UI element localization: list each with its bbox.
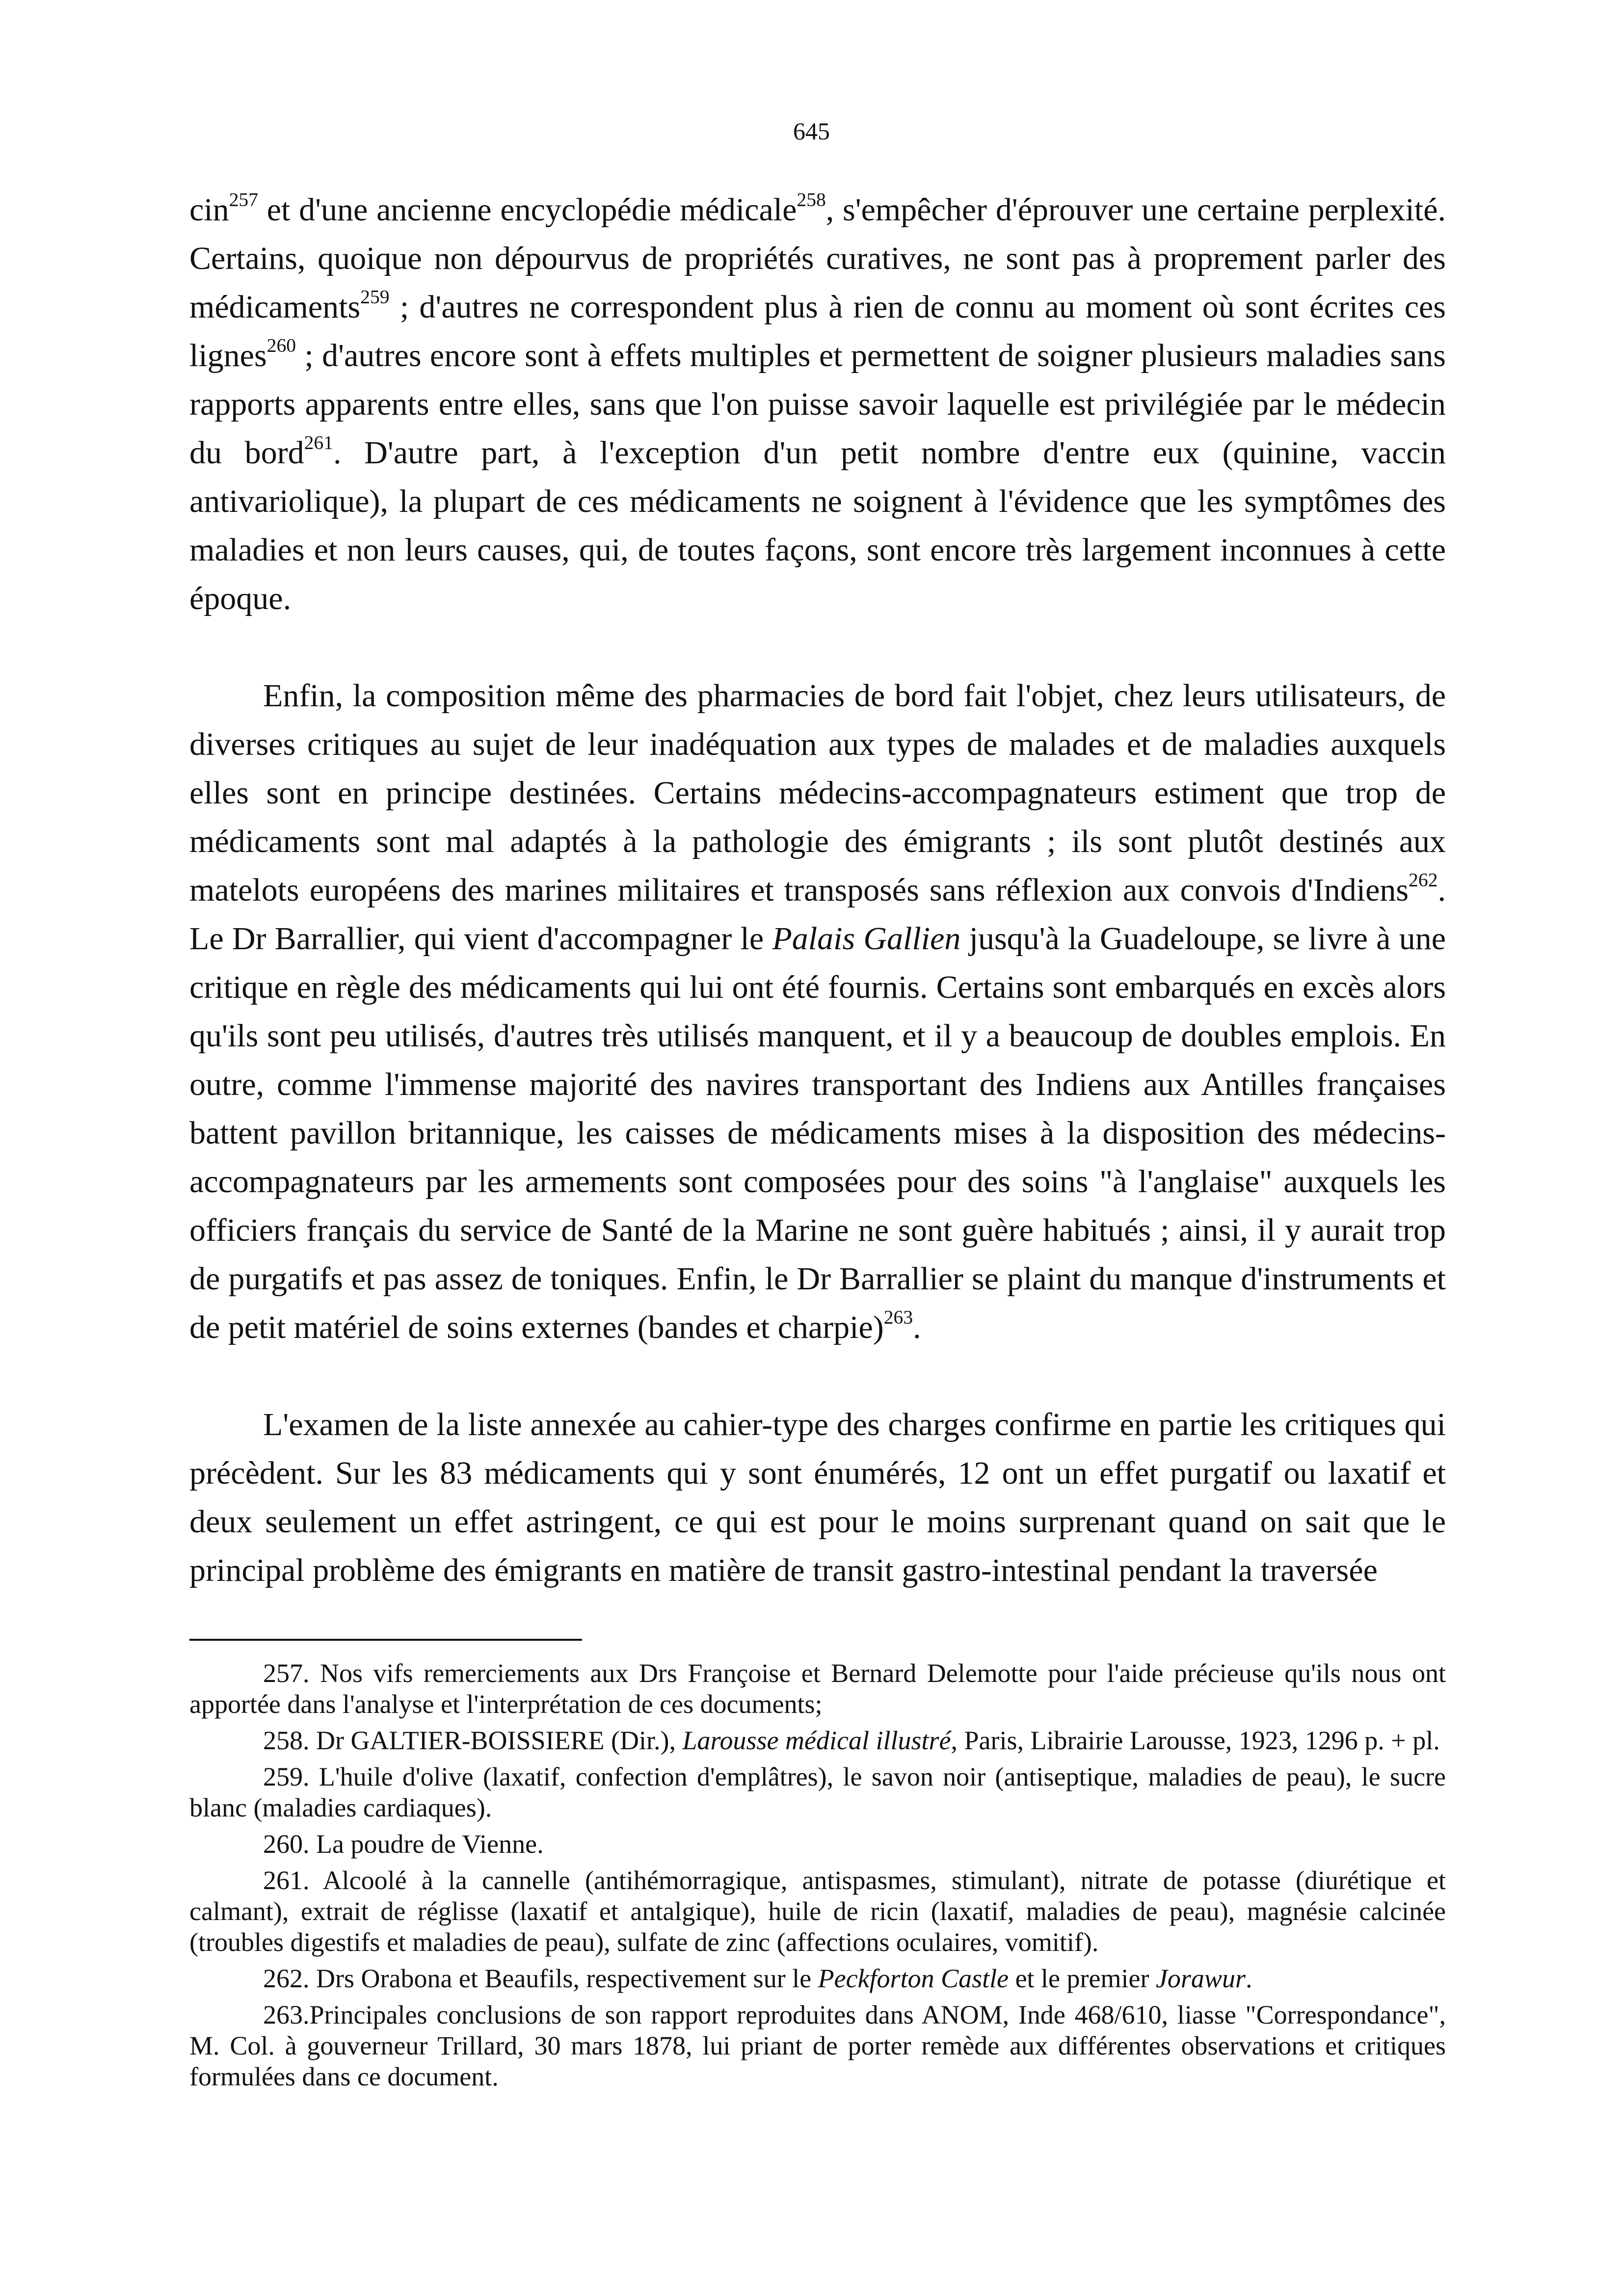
text-run: 259. L'huile d'olive (laxatif, confection d'emplâtres), le savon noir (antiseptique, maladies de peau), le sucre blanc (maladies cardiaques). xyxy=(189,1762,1446,1822)
paragraph xyxy=(189,186,1446,623)
footnote xyxy=(189,1658,1446,1720)
footnote-separator xyxy=(189,1639,582,1641)
text-run: , Paris, Librairie Larousse, 1923, 1296 p. + pl. xyxy=(951,1726,1440,1755)
body-text xyxy=(189,186,1446,1595)
text-run: 258. Dr GALTIER-BOISSIERE (Dir.), xyxy=(263,1726,683,1755)
italic-title: Peckforton Castle xyxy=(818,1964,1009,1993)
text-run: . xyxy=(1245,1964,1252,1993)
footnotes xyxy=(189,1658,1446,2098)
footnote-ref: 259 xyxy=(360,286,390,308)
footnote xyxy=(189,2000,1446,2092)
text-run: 261. Alcoolé à la cannelle (antihémorragique, antispasmes, stimulant), nitrate de potasse (diurétique et calmant), extrait de réglisse (laxatif et antalgique), huile de ricin (laxatif, maladies de peau), magnésie calcinée (troubles digestifs et maladies de peau), sulfate de zinc (affections oculaires, vomitif). xyxy=(189,1866,1446,1957)
text-run: 257. Nos vifs remerciements aux Drs Françoise et Bernard Delemotte pour l'aide précieuse qu'ils nous ont apportée dans l'analyse et l'interprétation de ces documents; xyxy=(189,1658,1446,1719)
footnote-ref: 258 xyxy=(797,188,826,211)
text-run: . Le Dr Barrallier, qui vient d'accompagner le xyxy=(189,872,1446,957)
footnote xyxy=(189,1963,1446,1994)
footnote xyxy=(189,1865,1446,1958)
italic-title: Larousse médical illustré xyxy=(682,1726,951,1755)
text-run: , s'empêcher d'éprouver une certaine perplexité. Certains, quoique non dépourvus de propriétés curatives, ne sont pas à proprement parler des médicaments xyxy=(189,192,1446,325)
text-run: 260. La poudre de Vienne. xyxy=(263,1829,544,1859)
text-run: ; d'autres encore sont à effets multiples et permettent de soigner plusieurs maladies sans rapports apparents entre elles, sans que l'on puisse savoir laquelle est privilégiée par le médecin du bord xyxy=(189,338,1446,471)
text-run: ; d'autres ne correspondent plus à rien de connu au moment où sont écrites ces lignes xyxy=(189,289,1446,374)
footnote-ref: 257 xyxy=(229,188,259,211)
text-run: . xyxy=(913,1309,921,1345)
text-run: et le premier xyxy=(1009,1964,1156,1993)
footnote xyxy=(189,1762,1446,1823)
text-run: et d'une ancienne encyclopédie médicale xyxy=(258,192,797,228)
footnote-ref: 262 xyxy=(1409,869,1438,891)
text-run: cin xyxy=(189,192,229,228)
text-run: jusqu'à la Guadeloupe, se livre à une critique en règle des médicaments qui lui ont été fournis. Certains sont embarqués en excès alors qu'ils sont peu utilisés, d'autres très utilisés manquent, et il y a beaucoup de doubles emplois. En outre, comme l'immense majorité des navires transportant des Indiens aux Antilles françaises battent pavillon britannique, les caisses de médicaments mises à la disposition des médecins-accompagnateurs par les armements sont composées pour des soins "à l'anglaise" auxquels les officiers français du service de Santé de la Marine ne sont guère habitués ; ainsi, il y aurait trop de purgatifs et pas assez de toniques. Enfin, le Dr Barrallier se plaint du manque d'instruments et de petit matériel de soins externes (bandes et charpie) xyxy=(189,921,1446,1345)
footnote-ref: 263 xyxy=(883,1306,913,1328)
italic-title: Palais Gallien xyxy=(772,921,961,957)
text-run: L'examen de la liste annexée au cahier-type des charges confirme en partie les critiques qui précèdent. Sur les 83 médicaments qui y sont énumérés, 12 ont un effet purgatif ou laxatif et deux seulement un effet astringent, ce qui est pour le moins surprenant quand on sait que le principal problème des émigrants en matière de transit gastro-intestinal pendant la traversée xyxy=(189,1407,1446,1588)
footnote xyxy=(189,1725,1446,1756)
page-number: 645 xyxy=(793,117,830,145)
text-run: 263.Principales conclusions de son rapport reproduites dans ANOM, Inde 468/610, liasse "Correspondance", M. Col. à gouverneur Trillard, 30 mars 1878, lui priant de porter remède aux différentes observations et critiques formulées dans ce document. xyxy=(189,2000,1446,2091)
italic-title: Jorawur xyxy=(1155,1964,1246,1993)
paragraph xyxy=(189,671,1446,1352)
footnote-ref: 261 xyxy=(304,431,334,454)
paragraph xyxy=(189,1400,1446,1595)
footnote xyxy=(189,1829,1446,1860)
text-run: 262. Drs Orabona et Beaufils, respectivement sur le xyxy=(263,1964,818,1993)
footnote-ref: 260 xyxy=(266,334,296,356)
text-run: Enfin, la composition même des pharmacies de bord fait l'objet, chez leurs utilisateurs, de diverses critiques au sujet de leur inadéquation aux types de malades et de maladies auxquels elles sont en principe destinées. Certains médecins-accompagnateurs estiment que trop de médicaments sont mal adaptés à la pathologie des émigrants ; ils sont plutôt destinés aux matelots européens des marines militaires et transposés sans réflexion aux convois d'Indiens xyxy=(189,678,1446,908)
text-run: . D'autre part, à l'exception d'un petit nombre d'entre eux (quinine, vaccin antivariolique), la plupart de ces médicaments ne soignent à l'évidence que les symptômes des maladies et non leurs causes, qui, de toutes façons, sont encore très largement inconnues à cette époque. xyxy=(189,435,1446,616)
